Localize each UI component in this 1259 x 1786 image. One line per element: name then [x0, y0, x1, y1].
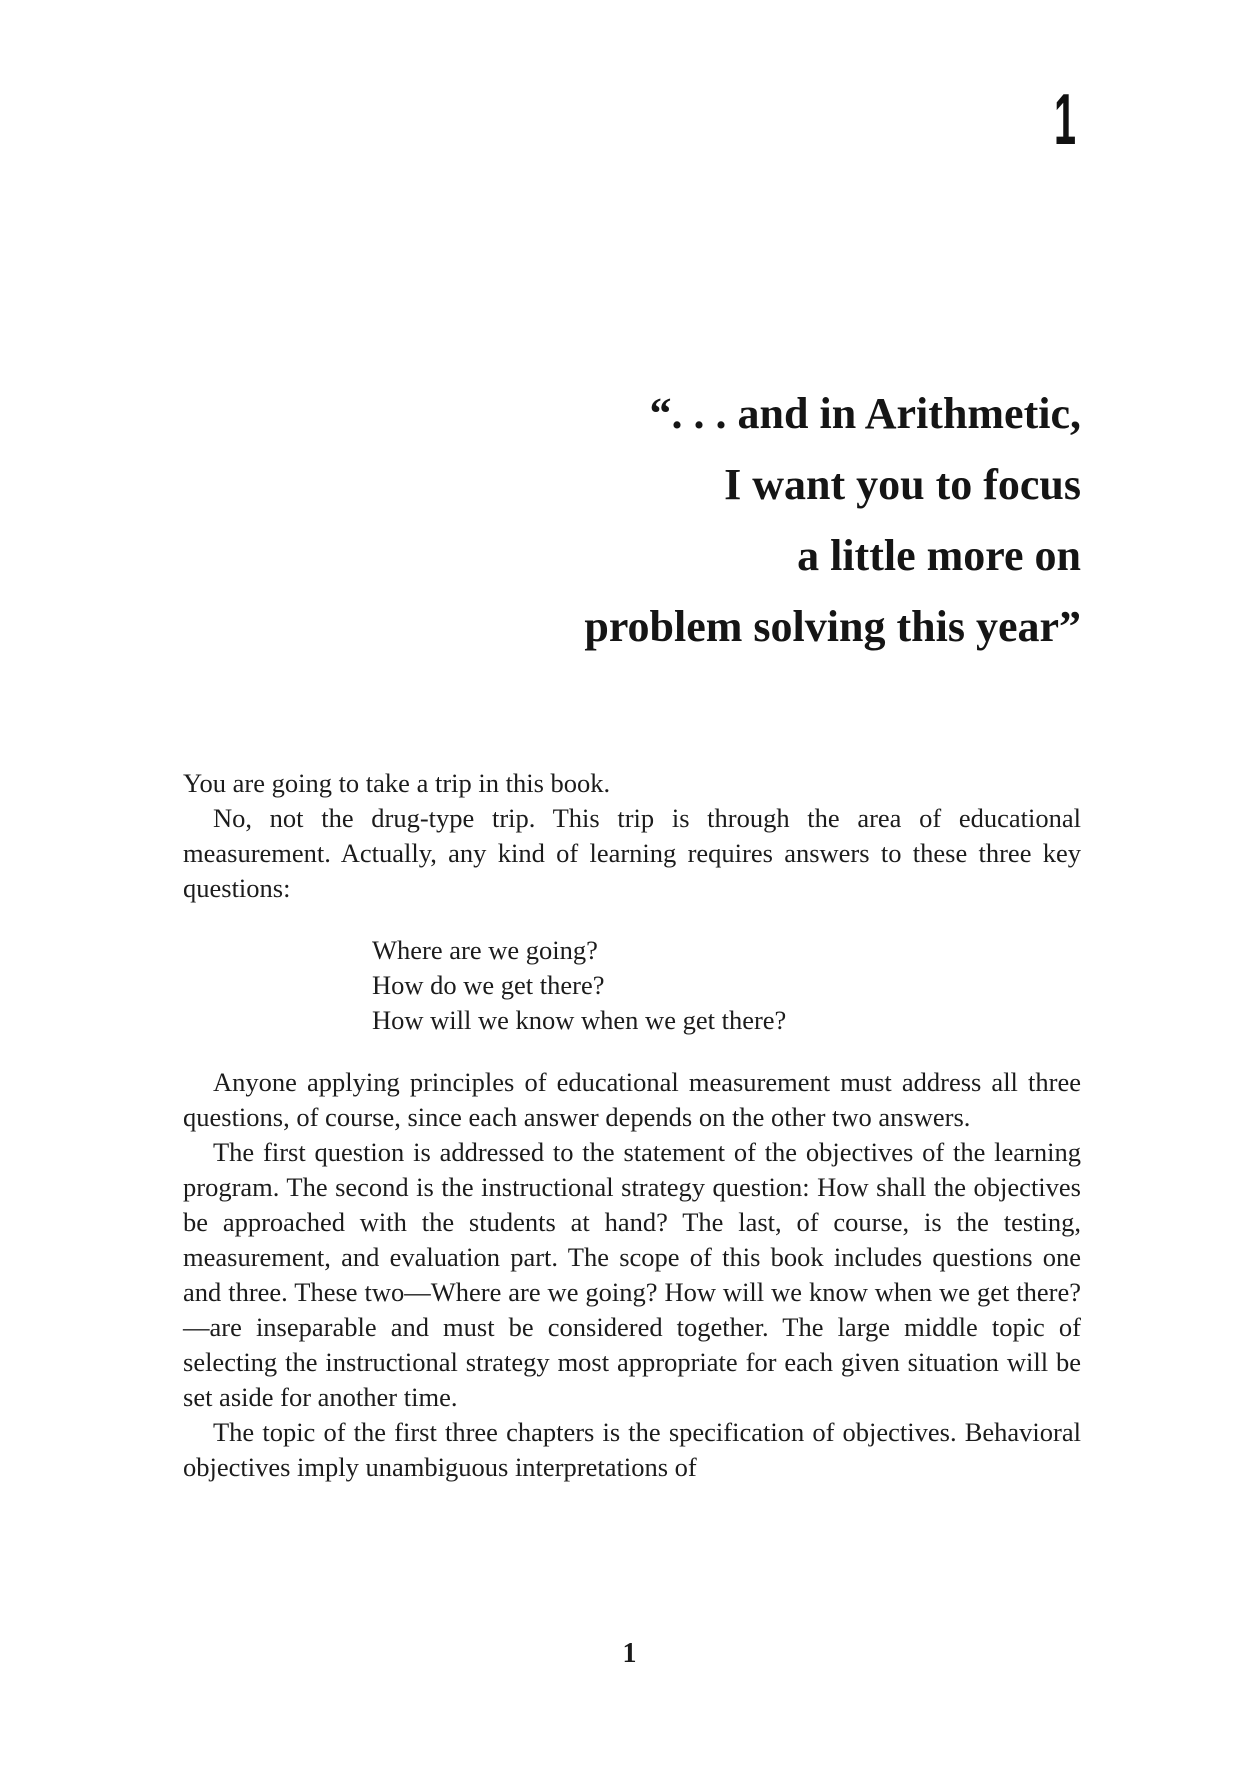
chapter-title: [381, 378, 1081, 662]
paragraph-trip: No, not the drug-type trip. This trip is through the area of educational measurement. Actually, any kind of learning requires answers to these three key questions:: [183, 803, 1081, 903]
paragraph-intro: You are going to take a trip in this book.: [183, 768, 611, 798]
chapter-title-line: “. . . and in Arithmetic,: [649, 389, 1081, 438]
key-question: How will we know when we get there?: [372, 1005, 787, 1035]
chapter-title-line: I want you to focus: [724, 460, 1081, 509]
key-questions-list: [372, 933, 1081, 1038]
chapter-title-line: problem solving this year”: [584, 602, 1081, 651]
paragraph-applying: Anyone applying principles of educational measurement must address all three questions, of course, since each answer depends on the other two answers.: [183, 1067, 1081, 1132]
paragraph-topic: The topic of the first three chapters is the specification of objectives. Behavioral objectives imply unambiguous interpretations of: [183, 1417, 1081, 1482]
chapter-title-line: a little more on: [797, 531, 1081, 580]
body-text: [183, 766, 1081, 1485]
key-question: Where are we going?: [372, 935, 598, 965]
paragraph-first-question: The first question is addressed to the statement of the objectives of the learning program. The second is the instructional strategy question: How shall the objectives be approached with the students at hand? The last, of course, is the testing, measurement, and evaluation part. The scope of this book includes questions one and three. These two—Where are we going? How will we know when we get there?—are inseparable and must be considered together. The large middle topic of selecting the instructional strategy most appropriate for each given situation will be set aside for another time.: [183, 1137, 1081, 1412]
page-number: 1: [622, 1638, 637, 1669]
key-question: How do we get there?: [372, 970, 605, 1000]
chapter-number: 1: [1054, 80, 1077, 160]
